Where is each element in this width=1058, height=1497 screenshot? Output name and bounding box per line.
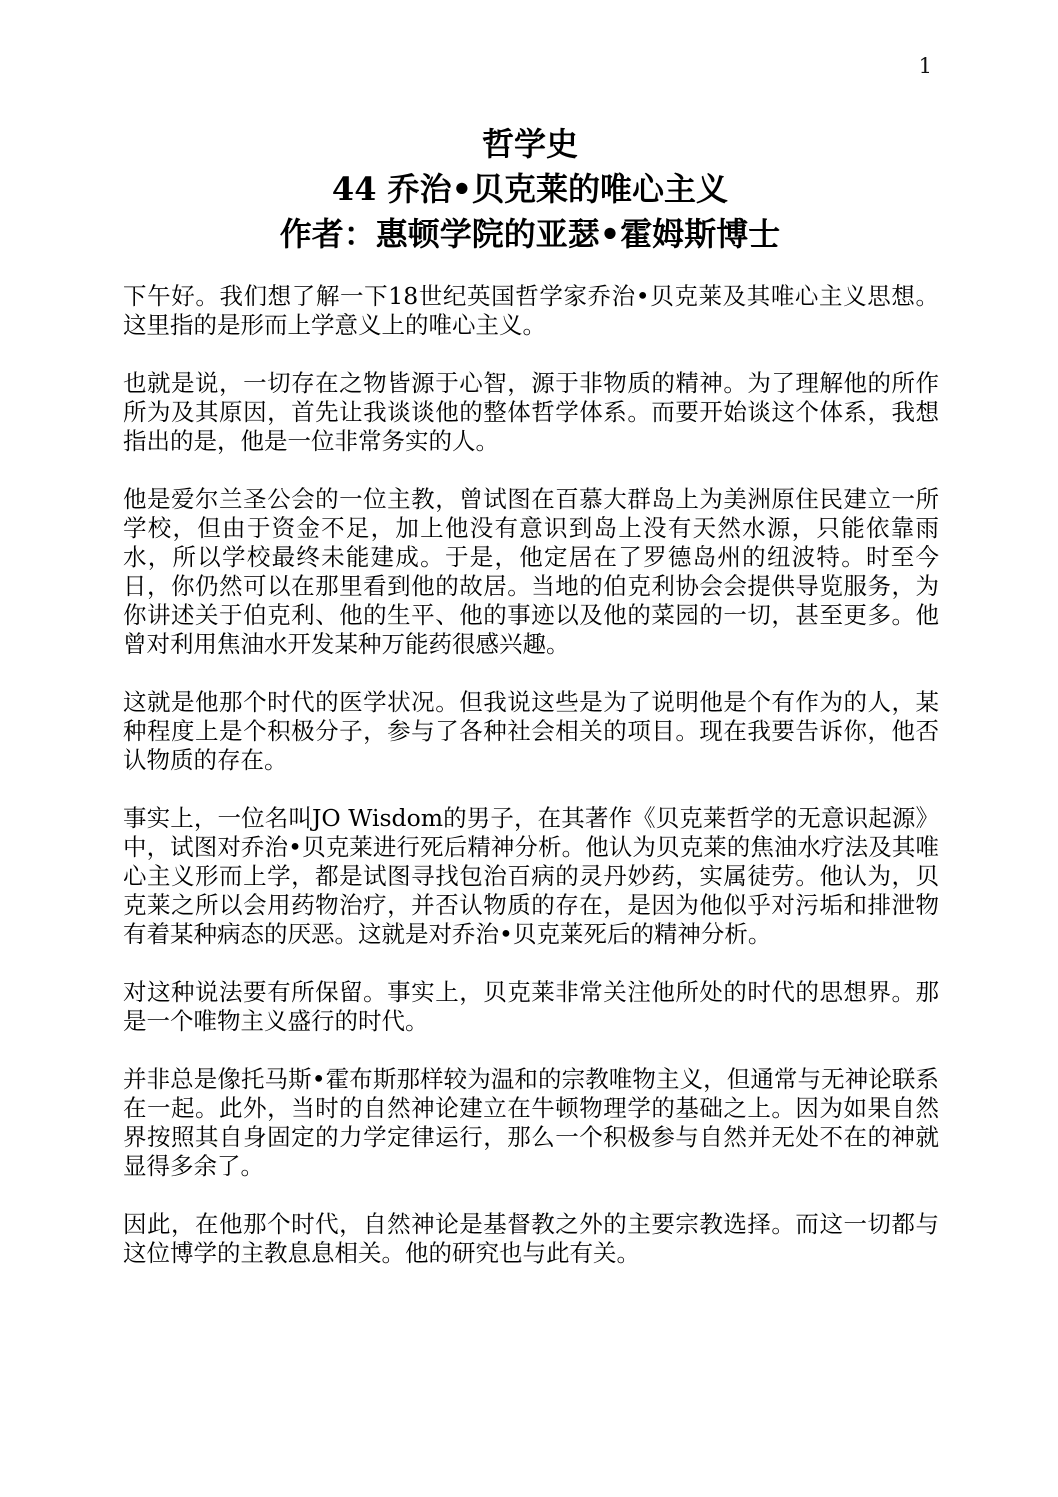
paragraph-6: 对这种说法要有所保留。事实上，贝克莱非常关注他所处的时代的思想界。那是一个唯物主义盛行的时代。 — [123, 978, 939, 1035]
paragraph-8: 因此，在他那个时代，自然神论是基督教之外的主要宗教选择。而这一切都与这位博学的主教息息相关。他的研究也与此有关。 — [123, 1210, 939, 1267]
paragraph-1: 下午好。我们想了解一下18世纪英国哲学家乔治•贝克莱及其唯心主义思想。这里指的是形而上学意义上的唯心主义。 — [123, 282, 939, 339]
paragraph-4: 这就是他那个时代的医学状况。但我说这些是为了说明他是个有作为的人，某种程度上是个积极分子，参与了各种社会相关的项目。现在我要告诉你，他否认物质的存在。 — [123, 688, 939, 774]
paragraph-5: 事实上，一位名叫JO Wisdom的男子，在其著作《贝克莱哲学的无意识起源》中，试图对乔治•贝克莱进行死后精神分析。他认为贝克莱的焦油水疗法及其唯心主义形而上学，都是试图寻找包治百病的灵丹妙药，实属徒劳。他认为，贝克莱之所以会用药物治疗，并否认物质的存在，是因为他似乎对污垢和排泄物有着某种病态的厌恶。这就是对乔治•贝克莱死后的精神分析。 — [123, 804, 939, 948]
paragraph-2: 也就是说，一切存在之物皆源于心智，源于非物质的精神。为了理解他的所作所为及其原因，首先让我谈谈他的整体哲学体系。而要开始谈这个体系，我想指出的是，他是一位非常务实的人。 — [123, 369, 939, 455]
paragraph-3: 他是爱尔兰圣公会的一位主教，曾试图在百慕大群岛上为美洲原住民建立一所学校，但由于资金不足，加上他没有意识到岛上没有天然水源，只能依靠雨水，所以学校最终未能建成。于是，他定居在了罗德岛州的纽波特。时至今日，你仍然可以在那里看到他的故居。当地的伯克利协会会提供导览服务，为你讲述关于伯克利、他的生平、他的事迹以及他的菜园的一切，甚至更多。他曾对利用焦油水开发某种万能药很感兴趣。 — [123, 485, 939, 658]
paragraph-7: 并非总是像托马斯•霍布斯那样较为温和的宗教唯物主义，但通常与无神论联系在一起。此外，当时的自然神论建立在牛顿物理学的基础之上。因为如果自然界按照其自身固定的力学定律运行，那么一个积极参与自然并无处不在的神就显得多余了。 — [123, 1065, 939, 1180]
document-title: 哲学史 — [481, 125, 578, 163]
document-body — [123, 282, 939, 1268]
author-line: 作者：惠顿学院的亚瑟•霍姆斯博士 — [279, 215, 781, 253]
title-block — [122, 0, 938, 257]
chapter-title: 44 乔治•贝克莱的唯心主义 — [331, 170, 729, 208]
page-number: 1 — [918, 54, 932, 78]
